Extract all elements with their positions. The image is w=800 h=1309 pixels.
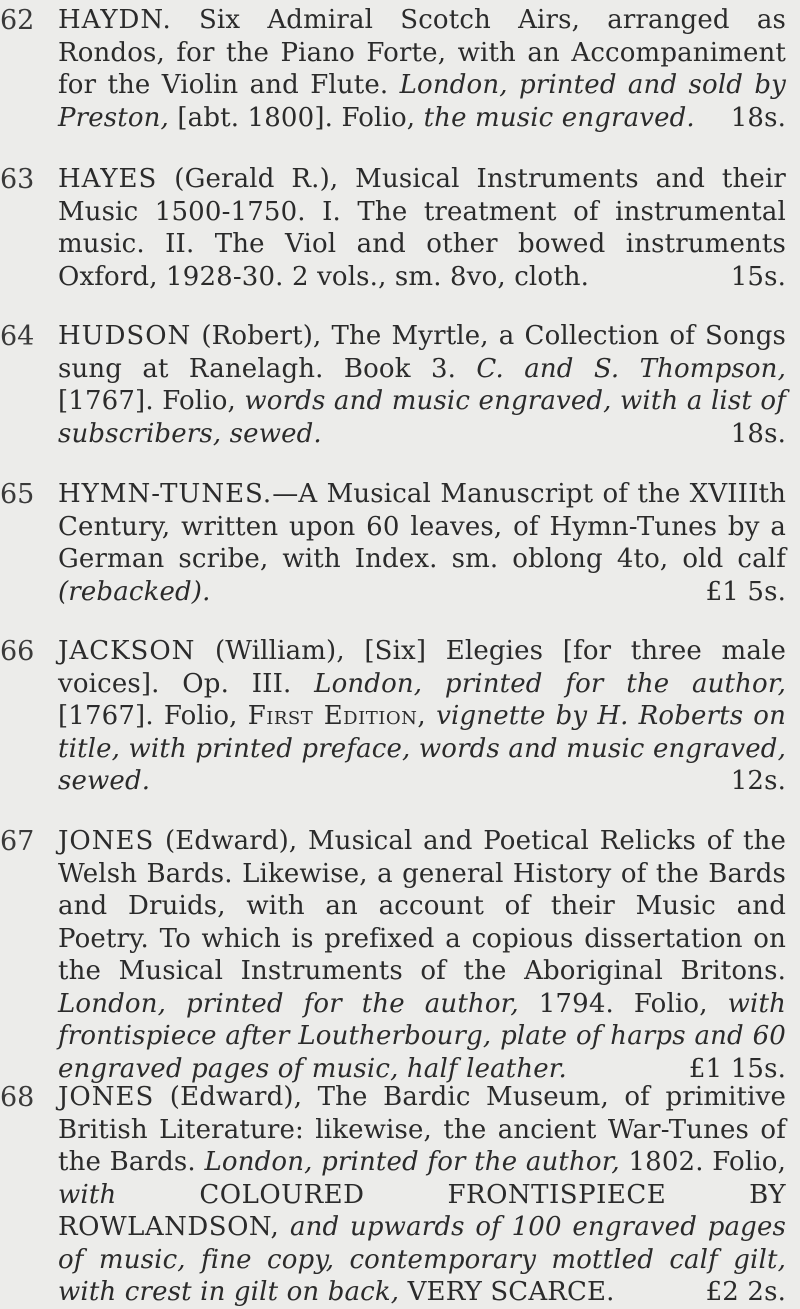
entry-author: JACKSON [58,636,196,666]
entry-description: JONES (Edward), The Bardic Museum, of primitive British Literature: likewise, the ancient War-Tunes of the Bards. London, printed for the author, 1802. Folio, with COLOURED FRONTISPIECE BY ROWLANDSON, and upwards of 100 engraved pages of music, fine copy, contemporary mottled calf gilt, with crest in gilt on back, VERY SCARCE. £2 2s. [58,1082,787,1307]
entry-price: 12s. [730,766,786,796]
entry-description: HYMN-TUNES.—A Musical Manuscript of the XVIIIth Century, written upon 60 leaves, of Hymn-Tunes by a German scribe, with Index. sm. oblong 4to, old calf (rebacked). £1 5s. [58,479,786,607]
entry-number: 64 [0,321,35,352]
entry-price: 18s. [730,418,786,449]
entry-description: HAYES (Gerald R.), Musical Instruments and their Music 1500-1750. I. The treatment of instrumental music. II. The Viol and other bowed instruments Oxford, 1928-30. 2 vols., sm. 8vo, cloth. 15s. [58,164,786,292]
entry-price: £1 15s. [688,1053,786,1084]
entry-number: 62 [0,5,35,36]
entry-number: 66 [0,636,35,667]
entry-price: 18s. [730,102,786,133]
entry-author: HAYDN. [58,5,172,35]
entry-description: HUDSON (Robert), The Myrtle, a Collection of Songs sung at Ranelagh. Book 3. C. and S. Thompson, [1767]. Folio, words and music engraved, with a list of subscribers, sewed. 18s. [58,321,786,449]
entry-price: £2 2s. [705,1277,786,1307]
entry-number: 63 [0,164,35,195]
entry-description: HAYDN. Six Admiral Scotch Airs, arranged as Rondos, for the Piano Forte, with an Accompaniment for the Violin and Flute. London, printed and sold by Preston, [abt. 1800]. Folio, the music engraved. 18s. [58,5,787,133]
entry-author: HUDSON [58,321,192,351]
entry-description: JONES (Edward), Musical and Poetical Relicks of the Welsh Bards. Likewise, a general History of the Bards and Druids, with an account of their Music and Poetry. To which is prefixed a copious dissertation on the Musical Instruments of the Aboriginal Britons. London, printed for the author, 1794. Folio, with frontispiece after Loutherbourg, plate of harps and 60 engraved pages of music, half leather. £1 15s. [58,826,786,1084]
entry-author: HYMN-TUNES. [58,479,273,509]
entry-price: 15s. [730,261,786,292]
entry-number: 65 [0,479,35,510]
entry-number: 68 [0,1082,35,1113]
entry-price: £1 5s. [705,576,786,607]
entry-author: JONES [58,826,155,856]
entry-author: JONES [58,1082,155,1112]
entry-description: JACKSON (William), [Six] Elegies [for three male voices]. Op. III. London, printed for the author, [1767]. Folio, First Edition, vignette by H. Roberts on title, with printed preface, words and music engraved, sewed. 12s. [58,636,786,796]
entry-author: HAYES [58,164,158,194]
entry-number: 67 [0,826,35,857]
